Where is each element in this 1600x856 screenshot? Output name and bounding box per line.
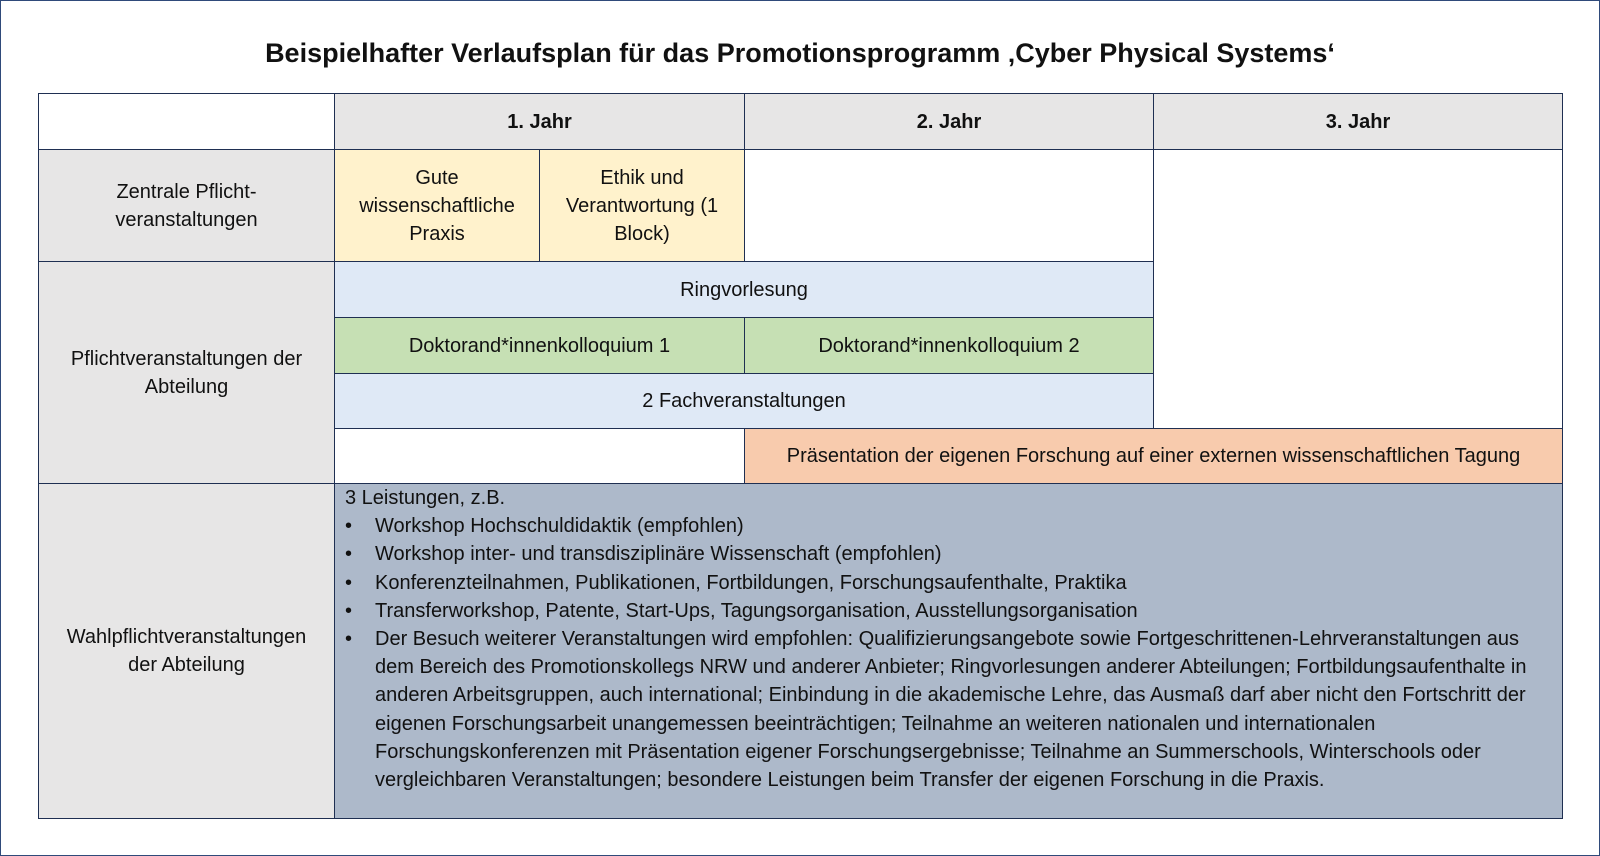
list-item: • Workshop inter- und transdisziplinäre Wissenschaft (empfohlen) [345,540,1552,568]
cell-year3-empty [1153,149,1563,429]
wahlpflicht-intro: 3 Leistungen, z.B. [345,487,506,509]
list-item: • Der Besuch weiterer Veranstaltungen wird empfohlen: Qualifizierungsangebote sowie Fortgeschrittenen-Lehrveranstaltungen aus dem Bereich des Promotionskollegs NRW und anderer Anbieter; Ringvorlesungen anderer Abteilungen; Fortbildungsaufenthalte in anderen Arbeitsgruppen, auch international; Einbindung in die akademische Lehre, das Ausmaß darf aber nicht den Fortschritt der eigenen Forschungsarbeit unangemessen beeinträchtigen; Teilnahme an weiteren nationalen und internationalen Forschungskonferenzen mit Präsentation eigener Forschungsergebnisse; Teilnahme an Summerschools, Winterschools oder vergleichbaren Veranstaltungen; besondere Leistungen beim Transfer der eigenen Forschung in die Praxis. [345,625,1552,794]
cell-kolloquium-2: Doktorand*innenkolloquium 2 [744,317,1154,374]
cell-year2-empty [744,149,1154,262]
header-year-3: 3. Jahr [1153,93,1563,150]
header-year-2: 2. Jahr [744,93,1154,150]
cell-year1-empty [334,428,745,484]
row-label-pflicht-abteilung: Pflichtveranstaltungen der Abteilung [38,261,335,484]
page-title: Beispielhafter Verlaufsplan für das Promotionsprogramm ‚Cyber Physical Systems‘ [265,38,1335,68]
cell-ringvorlesung: Ringvorlesung [334,261,1154,318]
row-label-zentrale: Zentrale Pflicht- veranstaltungen [38,149,335,262]
cell-wahlpflicht-list [334,483,1563,819]
cell-praesentation-tagung: Präsentation der eigenen Forschung auf einer externen wissenschaftlichen Tagung [744,428,1563,484]
list-item: • Konferenzteilnahmen, Publikationen, Fortbildungen, Forschungsaufenthalte, Praktika [345,569,1552,597]
cell-kolloquium-1: Doktorand*innenkolloquium 1 [334,317,745,374]
row-label-wahlpflicht: Wahlpflichtveranstaltungen der Abteilung [38,483,335,819]
list-item: • Transferworkshop, Patente, Start-Ups, Tagungsorganisation, Ausstellungsorganisation [345,597,1552,625]
list-item: • Workshop Hochschuldidaktik (empfohlen) [345,512,1552,540]
cell-gute-wissenschaftliche-praxis: Gute wissenschaftliche Praxis [334,149,540,262]
cell-fachveranstaltungen: 2 Fachveranstaltungen [334,373,1154,429]
wahlpflicht-bullet-list [345,512,1552,794]
header-year-1: 1. Jahr [334,93,745,150]
cell-ethik-verantwortung: Ethik und Verantwortung (1 Block) [539,149,745,262]
header-corner-cell [38,93,335,150]
